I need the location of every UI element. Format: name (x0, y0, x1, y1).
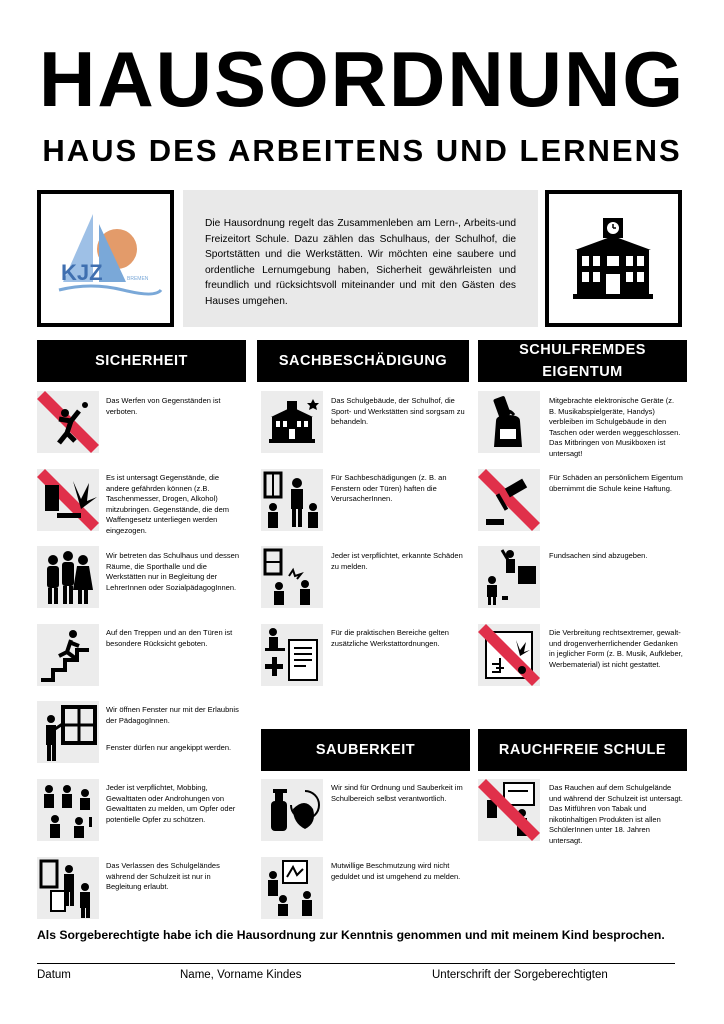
section-header-sauberkeit: SAUBERKEIT (261, 729, 470, 771)
damage-liability-icon (261, 469, 323, 531)
workshop-rules-icon (261, 624, 323, 686)
no-liability-icon (478, 469, 540, 531)
rule-text: Fenster dürfen nur angekippt werden. (106, 743, 232, 752)
rule-text: Mutwillige Beschmutzung wird nicht geduldet und ist umgehend zu melden. (331, 861, 461, 881)
rule-text: Das Werfen von Gegenständen ist verboten. (106, 396, 221, 416)
rule-text: Für Schäden an persönlichem Eigentum übernimmt die Schule keine Haftung. (549, 473, 683, 493)
intro-text: Die Hausordnung regelt das Zusammenleben am Lern-, Arbeits-und Freizeitort Schule. Dazu zählen das Schulhaus, der Schulhof, die Sportstätten und die Werkstätten. Wir möchten eine saubere und ordentliche Lernumgebung haben, Sicherheit gewährleisten und freundlich und rücksichtsvoll miteinander und mit den Gästen des Hauses umgehen. (183, 190, 538, 327)
no-throwing-icon (37, 391, 99, 453)
window-icon (37, 701, 99, 763)
rule-text: Jeder ist verpflichtet, erkannte Schäden zu melden. (331, 551, 463, 571)
stairs-fall-icon (37, 624, 99, 686)
rule-text: Die Verbreitung rechtsextremer, gewalt- und drogenverherrlichender Gedanken in jeglicher Form (z. B. Musik, Aufkleber, Werbematerial) ist nicht gestattet. (549, 628, 683, 669)
group-of-people-icon (37, 546, 99, 608)
no-smoking-icon (478, 779, 540, 841)
rule-text: Wir öffnen Fenster nur mit der Erlaubnis der PädagogInnen. (106, 705, 239, 725)
section-header-rauchfreie-schule: RAUCHFREIE SCHULE (478, 729, 687, 771)
guardian-statement: Als Sorgeberechtigte habe ich die Hausordnung zur Kenntnis genommen und mit meinem Kind besprochen. (37, 928, 665, 942)
section-header-sachbeschaedigung: SACHBESCHÄDIGUNG (257, 340, 469, 382)
logo-subtext: BREMEN (127, 276, 149, 282)
rule-text: Es ist untersagt Gegenstände, die andere gefährden können (z.B. Taschenmesser, Drogen, Alkohol) mitzubringen. Gegenstände, die dem Waffengesetz unterliegen werden eingezogen. (106, 473, 229, 535)
rule-text: Das Schulgebäude, der Schulhof, die Sport- und Werkstätten sind sorgsam zu behandeln. (331, 396, 465, 427)
page-subtitle: HAUS DES ARBEITENS UND LERNENS (42, 133, 682, 168)
section-header-line1: SCHULFREMDES (519, 342, 646, 358)
leaving-school-icon (37, 857, 99, 919)
page-title: HAUSORDNUNG (39, 35, 685, 123)
school-building-frame (545, 190, 682, 327)
school-building-small-icon (261, 391, 323, 453)
devices-in-bag-icon (478, 391, 540, 453)
no-weapons-drugs-icon (37, 469, 99, 531)
rule-text: Wir betreten das Schulhaus und dessen Räume, die Sporthalle und die Werkstätten nur in Begleitung der LehrerInnen oder SozialpädagogInnen. (106, 551, 239, 592)
report-damage-icon (261, 546, 323, 608)
section-header-sicherheit: SICHERHEIT (37, 340, 246, 382)
rule-text: Fundsachen sind abzugeben. (549, 551, 648, 560)
rule-text: Wir sind für Ordnung und Sauberkeit im Schulbereich selbst verantwortlich. (331, 783, 463, 803)
cleaning-icon (261, 779, 323, 841)
school-building-icon (549, 194, 678, 323)
rule-text: Mitgebrachte elektronische Geräte (z. B. Musikabspielgeräte, Handys) verbleiben im Schulgebäude in den Taschen oder werden weggeschlossen. Das Mitbringen von Musikboxen ist untersagt! (549, 396, 681, 458)
section-header-line2: EIGENTUM (542, 364, 623, 380)
section-header-schulfremdes-eigentum (478, 340, 687, 382)
no-vandalism-icon (261, 857, 323, 919)
child-name-label: Name, Vorname Kindes (180, 969, 302, 981)
lost-and-found-icon (478, 546, 540, 608)
no-extremism-icon (478, 624, 540, 686)
guardian-signature-label: Unterschrift der Sorgeberechtigten (432, 969, 608, 981)
rule-text: Jeder ist verpflichtet, Mobbing, Gewalttaten oder Androhungen von Gewalttaten zu melden, um Opfer oder potentielle Opfer zu schützen. (106, 783, 236, 824)
rule-text: Für Sachbeschädigungen (z. B. an Fenstern oder Türen) haften die VerursacherInnen. (331, 473, 447, 504)
rule-text: Auf den Treppen und an den Türen ist besondere Rücksicht geboten. (106, 628, 233, 648)
logo-frame (37, 190, 174, 327)
signature-line (37, 963, 675, 964)
rule-text: Das Verlassen des Schulgeländes während der Schulzeit ist nur in Begleitung erlaubt. (106, 861, 220, 892)
rule-text: Das Rauchen auf dem Schulgelände und während der Schulzeit ist untersagt. Das Mitführen von Tabak und nikotinhaltigen Produkten ist allen SchülerInnen unter 18. Jahren untersagt. (549, 783, 683, 845)
rule-text: Für die praktischen Bereiche gelten zusätzliche Werkstattordnungen. (331, 628, 449, 648)
logo-text: KJZ (61, 260, 103, 285)
kjz-logo (41, 194, 170, 323)
report-bullying-icon (37, 779, 99, 841)
date-label: Datum (37, 969, 71, 981)
